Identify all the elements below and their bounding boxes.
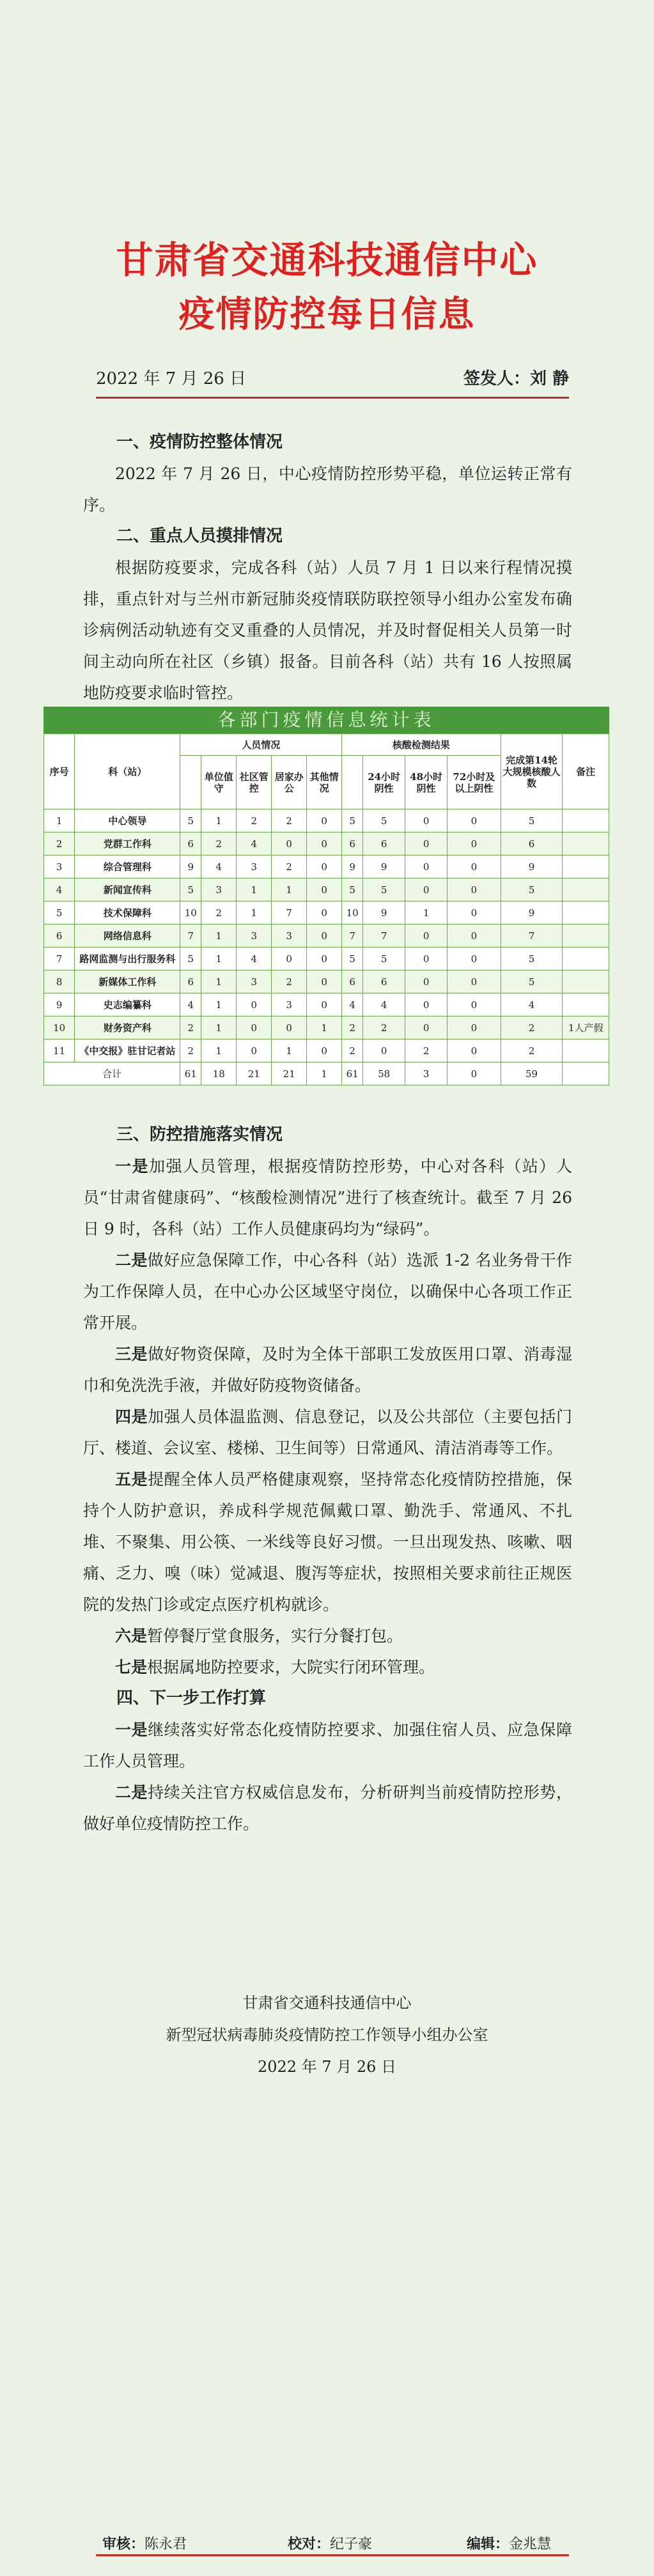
measure-text: 根据属地防控要求，大院实行闭环管理。 — [147, 1658, 435, 1676]
table-cell — [563, 901, 609, 924]
table-cell: 1 — [201, 924, 237, 947]
table-cell: 0 — [448, 809, 501, 832]
table-row — [44, 809, 609, 832]
table-cell: 5 — [180, 878, 201, 901]
table-cell: 9 — [501, 901, 563, 924]
table-cell: 2 — [180, 1039, 201, 1062]
table-cell: 1 — [201, 947, 237, 970]
table-cell: 1 — [237, 878, 272, 901]
table-cell: 0 — [448, 878, 501, 901]
table-cell: 党群工作科 — [75, 832, 180, 855]
table-cell: 0 — [405, 947, 448, 970]
table-total-cell: 0 — [448, 1062, 501, 1085]
table-cell: 5 — [44, 901, 75, 924]
table-cell: 5 — [363, 809, 405, 832]
measure-item — [83, 1652, 572, 1683]
table-cell: 0 — [272, 947, 307, 970]
table-cell: 3 — [237, 855, 272, 878]
table-cell: 0 — [448, 1039, 501, 1062]
table-cell: 中心领导 — [75, 809, 180, 832]
table-row — [44, 1039, 609, 1062]
table-cell: 0 — [448, 855, 501, 878]
table-total-cell: 21 — [237, 1062, 272, 1085]
table-cell: 2 — [501, 1039, 563, 1062]
col-sub-6: 72小时及以上阴性 — [448, 756, 501, 809]
table-cell: 0 — [307, 993, 342, 1016]
table-cell: 2 — [501, 1016, 563, 1039]
table-cell: 1人产假 — [563, 1016, 609, 1039]
table-cell: 路网监测与出行服务科 — [75, 947, 180, 970]
measure-lead: 一是 — [115, 1721, 148, 1739]
table-cell: 0 — [448, 993, 501, 1016]
table-total-cell: 18 — [201, 1062, 237, 1085]
table-cell: 0 — [448, 1016, 501, 1039]
measure-lead: 七是 — [115, 1658, 148, 1676]
table-cell: 2 — [405, 1039, 448, 1062]
col-total-hdr — [180, 756, 201, 809]
table-cell: 0 — [448, 947, 501, 970]
table-cell: 2 — [44, 832, 75, 855]
table-cell: 9 — [501, 855, 563, 878]
table-cell: 1 — [237, 901, 272, 924]
table-cell: 0 — [272, 1016, 307, 1039]
table-cell: 6 — [180, 970, 201, 993]
reviewer-label: 审核： — [102, 2536, 145, 2552]
table-cell: 0 — [448, 832, 501, 855]
measure-lead: 五是 — [115, 1470, 148, 1489]
table-cell: 6 — [342, 832, 363, 855]
table-cell: 5 — [342, 878, 363, 901]
table-cell: 2 — [272, 809, 307, 832]
table-cell: 4 — [237, 832, 272, 855]
table-cell — [563, 832, 609, 855]
measure-item — [83, 1401, 572, 1464]
measure-text: 加强人员管理，根据疫情防控形势，中心对各科（站）人员“甘肃省健康码”、“核酸检测情况”进行了核查统计。截至 7 月 26 日 9 时，各科（站）工作人员健康码均为“绿码”。 — [83, 1157, 572, 1238]
table-cell — [563, 993, 609, 1016]
table-cell: 史志编纂科 — [75, 993, 180, 1016]
table-cell: 5 — [342, 809, 363, 832]
measure-text: 提醒全体人员严格健康观察，坚持常态化疫情防控措施，保持个人防护意识，养成科学规范佩戴口罩、勤洗手、常通风、不扎堆、不聚集、用公筷、一米线等良好习惯。一旦出现发热、咳嗽、咽痛、乏力、嗅（味）觉减退、腹泻等症状，按照相关要求前往正规医院的发热门诊或定点医疗机构就诊。 — [83, 1470, 572, 1614]
col-sub-4: 24小时阴性 — [363, 756, 405, 809]
measure-item — [83, 1777, 572, 1839]
table-row — [44, 970, 609, 993]
table-cell: 3 — [272, 924, 307, 947]
table-row — [44, 947, 609, 970]
table-cell: 7 — [272, 901, 307, 924]
section-1-para: 2022 年 7 月 26 日，中心疫情防控形势平稳，单位运转正常有序。 — [83, 464, 572, 514]
table-cell: 0 — [237, 993, 272, 1016]
table-cell: 0 — [237, 1016, 272, 1039]
table-cell: 9 — [363, 855, 405, 878]
table-cell: 2 — [272, 970, 307, 993]
table-cell: 2 — [201, 901, 237, 924]
table-total-cell: 58 — [363, 1062, 405, 1085]
table-cell: 2 — [237, 809, 272, 832]
table-cell: 综合管理科 — [75, 855, 180, 878]
table-cell: 0 — [307, 878, 342, 901]
table-cell: 5 — [180, 947, 201, 970]
table-cell: 9 — [363, 901, 405, 924]
table-cell: 6 — [363, 970, 405, 993]
table-cell: 0 — [405, 809, 448, 832]
table-cell: 4 — [237, 947, 272, 970]
col-test-total-hdr — [342, 756, 363, 809]
table-cell: 财务资产科 — [75, 1016, 180, 1039]
table-cell: 1 — [201, 1039, 237, 1062]
table-cell: 0 — [405, 1016, 448, 1039]
table-cell: 网络信息科 — [75, 924, 180, 947]
table-cell: 9 — [180, 855, 201, 878]
table-row — [44, 832, 609, 855]
table-cell: 1 — [272, 1039, 307, 1062]
table-cell: 新闻宣传科 — [75, 878, 180, 901]
table-row — [44, 878, 609, 901]
table-row — [44, 993, 609, 1016]
table-cell: 2 — [342, 1039, 363, 1062]
section-1 — [83, 427, 572, 709]
editor — [467, 2533, 551, 2553]
col-sub-0: 单位值守 — [201, 756, 237, 809]
table-cell: 1 — [201, 1016, 237, 1039]
section-2-para: 根据防疫要求，完成各科（站）人员 7 月 1 日以来行程情况摸排，重点针对与兰州市新冠肺炎疫情联防联控领导小组办公室发布确诊病例活动轨迹有交叉重叠的人员情况，并及时督促相关人员第一时间主动向所在社区（乡镇）报备。目前各科（站）共有 16 人按照属地防疫要求临时管控。 — [83, 558, 572, 702]
section-4-items — [83, 1714, 572, 1839]
table-cell: 0 — [405, 878, 448, 901]
section-3-heading: 三、防控措施落实情况 — [116, 1125, 283, 1144]
col-dept: 科（站） — [75, 734, 180, 809]
measure-text: 做好物资保障，及时为全体干部职工发放医用口罩、消毒湿巾和免洗洗手液，并做好防疫物资储备。 — [83, 1345, 572, 1395]
measure-item — [83, 1464, 572, 1620]
stats-table-body — [44, 809, 609, 1085]
table-cell: 3 — [44, 855, 75, 878]
measure-lead: 二是 — [115, 1783, 148, 1802]
bottom-bar — [96, 2533, 569, 2556]
table-cell: 5 — [501, 947, 563, 970]
table-cell: 7 — [180, 924, 201, 947]
col-sub-5: 48小时阴性 — [405, 756, 448, 809]
table-cell: 4 — [501, 993, 563, 1016]
measure-item — [83, 1620, 572, 1652]
col-sub-2: 居家办公 — [272, 756, 307, 809]
table-cell: 3 — [201, 878, 237, 901]
section-4-heading: 四、下一步工作打算 — [116, 1689, 267, 1708]
table-cell — [563, 924, 609, 947]
table-cell: 5 — [501, 809, 563, 832]
table-cell: 0 — [405, 970, 448, 993]
measure-lead: 四是 — [115, 1407, 148, 1426]
table-cell: 8 — [44, 970, 75, 993]
col-done: 完成第14轮大规模核酸人数 — [501, 734, 563, 809]
table-cell: 1 — [201, 970, 237, 993]
table-cell: 0 — [405, 855, 448, 878]
table-cell: 1 — [307, 1016, 342, 1039]
signer: 签发人：刘 静 — [463, 369, 569, 388]
table-cell: 4 — [44, 878, 75, 901]
table-cell: 10 — [44, 1016, 75, 1039]
table-cell: 0 — [307, 970, 342, 993]
table-cell: 0 — [307, 1039, 342, 1062]
table-cell: 3 — [237, 970, 272, 993]
measure-text: 暂停餐厅堂食服务，实行分餐打包。 — [147, 1627, 403, 1645]
table-cell: 7 — [501, 924, 563, 947]
col-personnel: 人员情况 — [180, 734, 342, 756]
reviewer — [102, 2533, 187, 2553]
reviewer-name: 陈永君 — [144, 2536, 187, 2552]
table-cell: 1 — [201, 809, 237, 832]
table-cell: 《中交报》驻甘记者站 — [75, 1039, 180, 1062]
table-cell: 0 — [272, 832, 307, 855]
table-cell: 4 — [363, 993, 405, 1016]
measure-lead: 六是 — [115, 1627, 148, 1645]
table-cell: 7 — [363, 924, 405, 947]
stats-table-title: 各部门疫情信息统计表 — [43, 707, 609, 733]
table-cell: 0 — [307, 832, 342, 855]
col-note: 备注 — [563, 734, 609, 809]
table-total-cell: 3 — [405, 1062, 448, 1085]
table-cell: 9 — [44, 993, 75, 1016]
table-cell: 2 — [342, 1016, 363, 1039]
table-cell: 0 — [405, 832, 448, 855]
table-cell: 4 — [342, 993, 363, 1016]
table-cell: 新媒体工作科 — [75, 970, 180, 993]
section-2-heading: 二、重点人员摸排情况 — [116, 526, 283, 546]
table-cell: 1 — [44, 809, 75, 832]
measure-lead: 一是 — [115, 1157, 150, 1176]
table-cell: 6 — [180, 832, 201, 855]
table-cell — [563, 970, 609, 993]
measure-text: 继续落实好常态化疫情防控要求、加强住宿人员、应急保障工作人员管理。 — [83, 1721, 572, 1770]
table-row — [44, 1016, 609, 1039]
col-sub-1: 社区管控 — [237, 756, 272, 809]
table-total-cell: 59 — [501, 1062, 563, 1085]
table-total-cell: 1 — [307, 1062, 342, 1085]
table-cell: 4 — [180, 993, 201, 1016]
table-total-cell: 合计 — [44, 1062, 180, 1085]
table-cell — [563, 855, 609, 878]
table-cell: 5 — [501, 878, 563, 901]
table-cell: 0 — [307, 809, 342, 832]
table-cell: 1 — [272, 878, 307, 901]
footer-date: 2022 年 7 月 26 日 — [257, 2058, 397, 2076]
table-row — [44, 855, 609, 878]
table-cell: 5 — [363, 878, 405, 901]
table-cell: 0 — [307, 855, 342, 878]
table-cell: 7 — [44, 947, 75, 970]
col-no: 序号 — [44, 734, 75, 809]
table-cell: 5 — [501, 970, 563, 993]
section-1-heading: 一、疫情防控整体情况 — [116, 433, 283, 452]
section-3-items — [83, 1151, 572, 1683]
table-cell: 3 — [237, 924, 272, 947]
editor-name: 金兆慧 — [509, 2536, 552, 2552]
table-cell: 6 — [342, 970, 363, 993]
measure-item — [83, 1338, 572, 1401]
meta-row — [96, 365, 569, 399]
table-cell: 2 — [180, 1016, 201, 1039]
footer-org1: 甘肃省交通科技通信中心 — [242, 1994, 412, 2012]
table-cell: 0 — [363, 1039, 405, 1062]
measure-text: 持续关注官方权威信息发布，分析研判当前疫情防控形势，做好单位疫情防控工作。 — [83, 1783, 572, 1833]
table-cell: 6 — [363, 832, 405, 855]
table-cell: 2 — [363, 1016, 405, 1039]
table-cell: 1 — [405, 901, 448, 924]
table-cell: 5 — [363, 947, 405, 970]
table-cell: 0 — [307, 924, 342, 947]
table-cell: 10 — [180, 901, 201, 924]
table-cell: 0 — [307, 947, 342, 970]
measure-item — [83, 1714, 572, 1777]
stats-table-wrapper — [43, 707, 609, 1085]
footer-org2: 新型冠状病毒肺炎疫情防控工作领导小组办公室 — [166, 2026, 488, 2044]
table-cell: 0 — [405, 993, 448, 1016]
doc-title-line1: 甘肃省交通科技通信中心 — [116, 238, 538, 282]
table-cell: 0 — [237, 1039, 272, 1062]
table-cell: 5 — [342, 947, 363, 970]
doc-title-line2: 疫情防控每日信息 — [178, 293, 476, 335]
table-cell: 10 — [342, 901, 363, 924]
table-cell: 0 — [405, 924, 448, 947]
measure-lead: 二是 — [115, 1251, 148, 1269]
stats-table — [43, 733, 609, 1085]
editor-label: 编辑： — [467, 2536, 510, 2552]
proof-label: 校对： — [288, 2536, 331, 2552]
table-cell: 3 — [272, 993, 307, 1016]
table-total-cell: 61 — [342, 1062, 363, 1085]
table-cell: 0 — [307, 901, 342, 924]
measure-item — [83, 1151, 572, 1245]
table-total-cell — [563, 1062, 609, 1085]
table-cell — [563, 1039, 609, 1062]
table-cell: 0 — [448, 970, 501, 993]
col-test: 核酸检测结果 — [342, 734, 501, 756]
table-cell: 11 — [44, 1039, 75, 1062]
issue-date: 2022 年 7 月 26 日 — [96, 369, 247, 388]
table-total-cell: 21 — [272, 1062, 307, 1085]
table-cell — [563, 947, 609, 970]
measure-lead: 三是 — [115, 1345, 148, 1363]
table-cell: 1 — [201, 993, 237, 1016]
measure-item — [83, 1245, 572, 1338]
proofreader — [288, 2533, 372, 2553]
table-cell — [563, 878, 609, 901]
table-cell: 0 — [448, 924, 501, 947]
table-row — [44, 901, 609, 924]
table-cell: 技术保障科 — [75, 901, 180, 924]
section-3 — [83, 1119, 572, 1839]
table-total-row — [44, 1062, 609, 1085]
table-total-cell: 61 — [180, 1062, 201, 1085]
proof-name: 纪子豪 — [330, 2536, 373, 2552]
table-cell: 7 — [342, 924, 363, 947]
measure-text: 做好应急保障工作，中心各科（站）选派 1-2 名业务骨干作为工作保障人员，在中心办公区域坚守岗位，以确保中心各项工作正常开展。 — [83, 1251, 572, 1332]
table-cell: 6 — [44, 924, 75, 947]
table-cell: 2 — [201, 832, 237, 855]
table-row — [44, 924, 609, 947]
table-cell: 4 — [201, 855, 237, 878]
table-cell: 0 — [448, 901, 501, 924]
table-cell: 2 — [272, 855, 307, 878]
measure-text: 加强人员体温监测、信息登记，以及公共部位（主要包括门厅、楼道、会议室、楼梯、卫生间等）日常通风、清洁消毒等工作。 — [83, 1407, 572, 1457]
col-sub-3: 其他情况 — [307, 756, 342, 809]
table-cell — [563, 809, 609, 832]
table-cell: 9 — [342, 855, 363, 878]
table-cell: 6 — [501, 832, 563, 855]
table-cell: 5 — [180, 809, 201, 832]
